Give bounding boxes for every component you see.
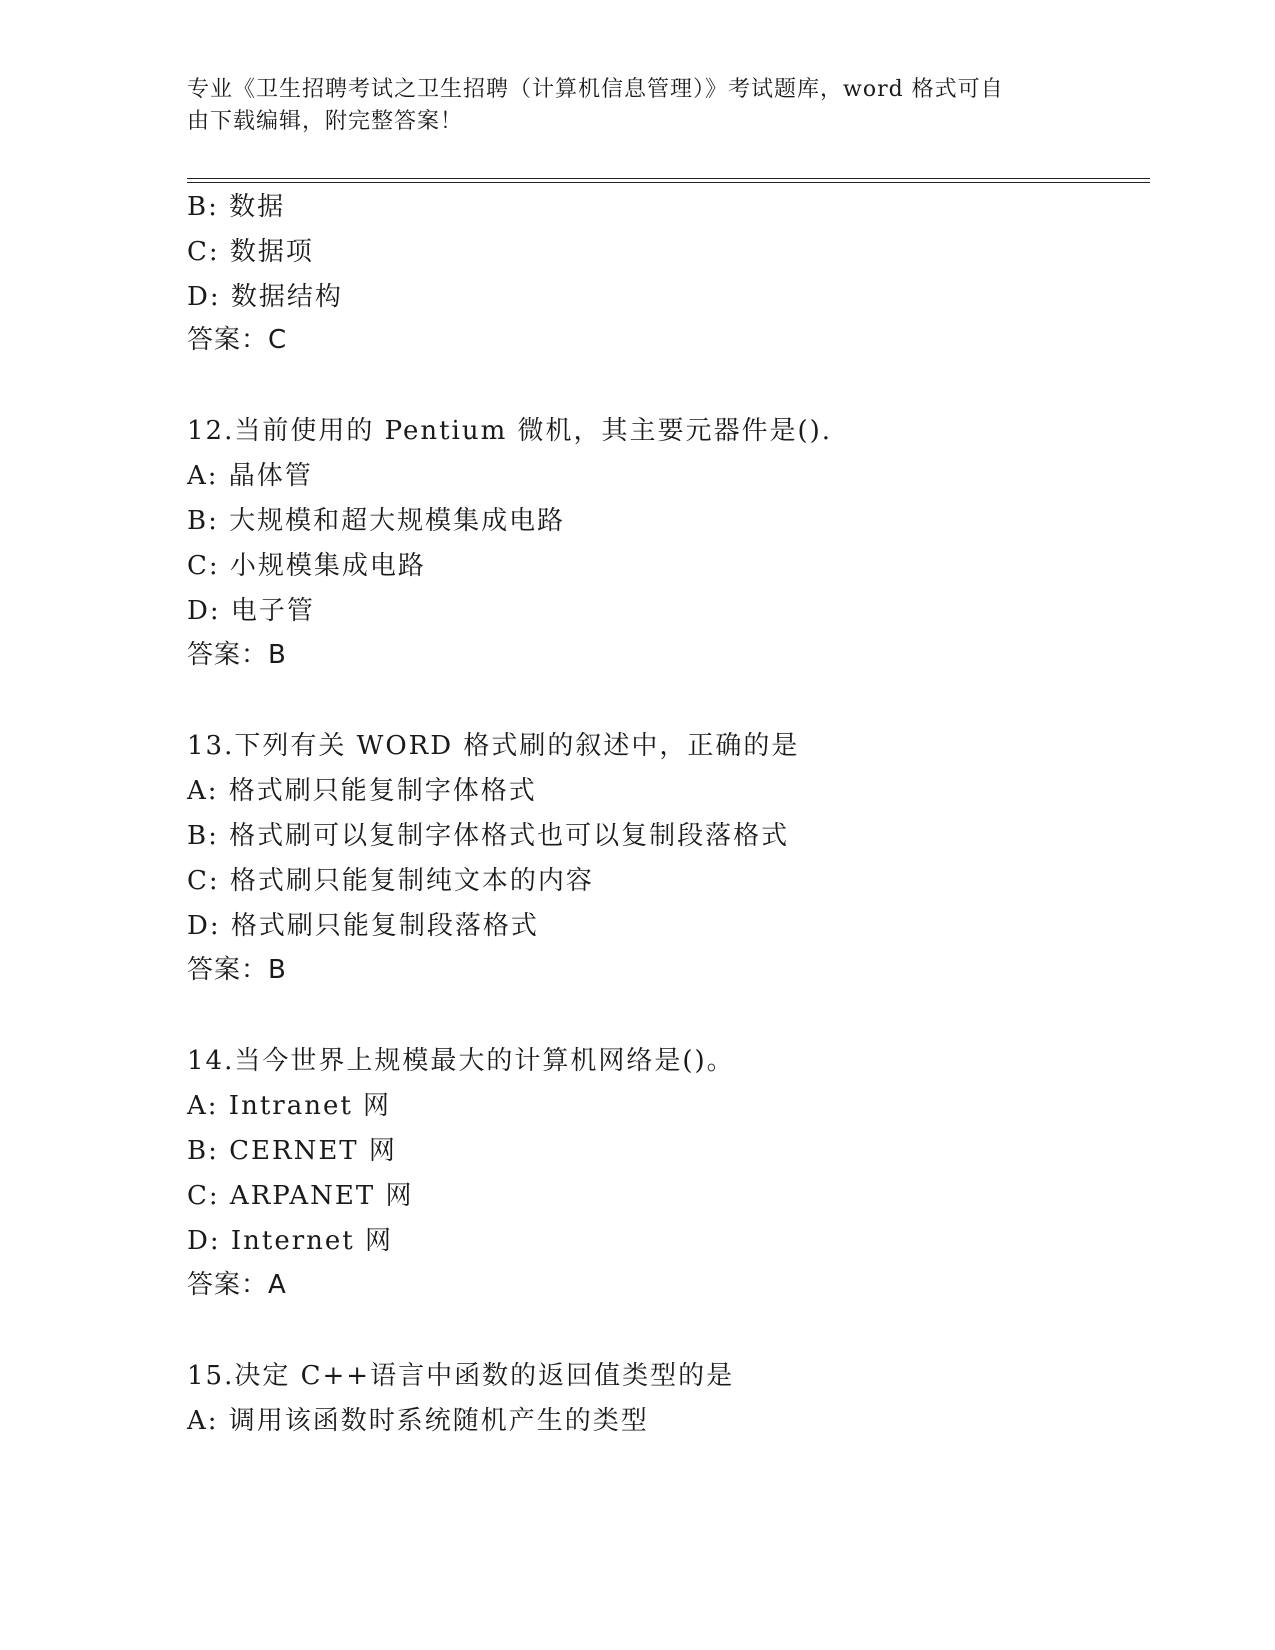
header-line-2: 由下载编辑，附完整答案！ <box>187 109 464 134</box>
answer: 答案：B <box>187 640 287 670</box>
header-line-1: 专业《卫生招聘考试之卫生招聘（计算机信息管理）》考试题库，word 格式可自 <box>187 77 1004 102</box>
option-d: D: 数据结构 <box>187 282 343 312</box>
option-a: A: 晶体管 <box>187 461 313 491</box>
answer: 答案：C <box>187 325 288 355</box>
option-b: B: 大规模和超大规模集成电路 <box>187 506 566 536</box>
question-title: 12.当前使用的 Pentium 微机，其主要元器件是(). <box>187 416 833 446</box>
answer: 答案：B <box>187 955 287 985</box>
option-b: B: CERNET 网 <box>187 1136 397 1166</box>
option-c: C: ARPANET 网 <box>187 1181 414 1211</box>
answer: 答案：A <box>187 1270 287 1300</box>
option-b: B: 数据 <box>187 192 286 222</box>
option-a: A: 格式刷只能复制字体格式 <box>187 776 537 806</box>
option-b: B: 格式刷可以复制字体格式也可以复制段落格式 <box>187 821 790 851</box>
question-title: 14.当今世界上规模最大的计算机网络是()。 <box>187 1046 735 1076</box>
option-c: C: 数据项 <box>187 237 314 267</box>
header-divider-bottom <box>187 182 1150 183</box>
option-c: C: 格式刷只能复制纯文本的内容 <box>187 866 594 896</box>
option-a: A: Intranet 网 <box>187 1091 392 1121</box>
option-c: C: 小规模集成电路 <box>187 551 426 581</box>
question-title: 13.下列有关 WORD 格式刷的叙述中，正确的是 <box>187 731 800 761</box>
option-d: D: Internet 网 <box>187 1226 393 1256</box>
document-header <box>187 74 1067 138</box>
question-title: 15.决定 C++语言中函数的返回值类型的是 <box>187 1361 735 1391</box>
option-d: D: 格式刷只能复制段落格式 <box>187 911 539 941</box>
header-divider-top <box>187 178 1150 179</box>
option-d: D: 电子管 <box>187 596 315 626</box>
option-a: A: 调用该函数时系统随机产生的类型 <box>187 1406 649 1436</box>
